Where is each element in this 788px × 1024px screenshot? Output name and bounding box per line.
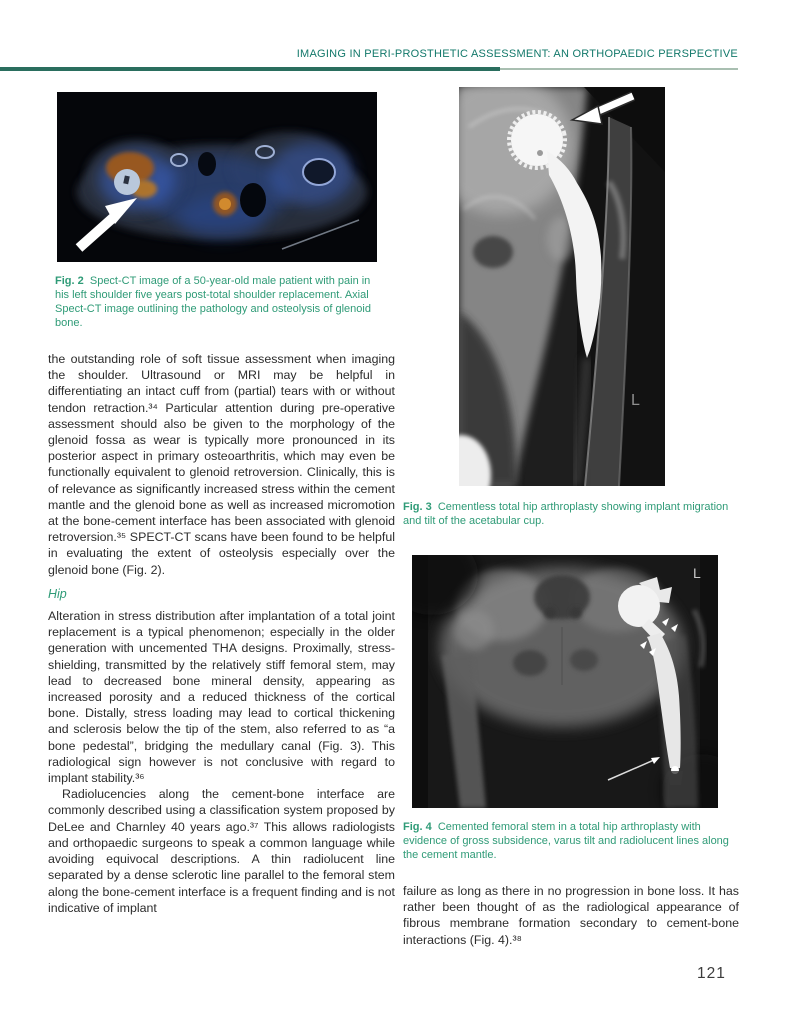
header-rule-light-segment [500,68,738,70]
body-paragraph-hip-stress: Alteration in stress distribution after implantation of a total joint replacement is a typical phenomenon; especially in the older generation with uncemented THA designs. Proximally, stress-shielding, transmitted by the relatively stiff femoral stem, may lead to decreased bone mineral density, appearing as increased porosity and a reduced thickness of the cortical bone. Distally, stress loading may lead to cortical thickening and sclerosis below the tip of the stem, also referred to as “a bone pedestal”, bridging the medullary canal (Fig. 3). This radiological sign however is not conclusive with regard to implant stability.³⁶ [48,609,395,786]
fig2-spect-ct-image [57,92,377,262]
fig3-caption [403,500,735,528]
running-head-title: IMAGING IN PERI-PROSTHETIC ASSESSMENT: AN ORTHOPAEDIC PERSPECTIVE [296,48,738,60]
hip-xray-illustration [459,87,665,486]
pelvis-xray-illustration [412,555,718,808]
section-heading-hip: Hip [48,586,67,601]
fig3-hip-xray-image [459,87,665,486]
page-number: 121 [697,965,726,982]
fig3-caption-label: Fig. 3 [403,501,432,513]
fig4-pelvis-xray-image [412,555,718,808]
fig4-caption-label: Fig. 4 [403,821,432,833]
spect-ct-illustration [57,92,377,262]
header-rule-dark-segment [0,67,500,71]
body-paragraph-failure: failure as long as there in no progression in bone loss. It has rather been thought of as the radiological appearance of fibrous membrane formation secondary to cement-bone interactions (Fig. 4).³⁸ [403,884,739,947]
body-paragraph-shoulder: the outstanding role of soft tissue assessment when imaging the shoulder. Ultrasound or MRI may be helpful in differentiating an intact cuff from (partial) tears with or without tendon retraction.³⁴ Particular attention during pre-operative assessment should also be given to the morphology of the glenoid fossa as wear is typically more pronounced in its posterior aspect in primary osteoarthritis, which may even be functionally equivalent to glenoid retroversion. Clinically, this is of relevance as significantly increased stress within the cement mantle and the glenoid bone as well as increased micromotion at the bone-cement interface has been associated with glenoid retroversion.³⁵ SPECT-CT scans have been found to be helpful in evaluating the extent of osteolysis especially over the glenoid bone (Fig. 2). [48,352,395,577]
fig3-caption-text: Cementless total hip arthroplasty showing implant migration and tilt of the acetabular cup. [403,501,729,527]
left-text-column [48,351,395,916]
fig2-caption-label: Fig. 2 [55,275,84,287]
xray-side-marker-L: L [631,392,640,409]
fig2-caption-text: Spect-CT image of a 50-year-old male patient with pain in his left shoulder five years post-total shoulder replacement. Axial Spect-CT image outlining the pathology and osteolysis of glenoid bone. [55,275,371,329]
body-paragraph-radiolucencies: Radiolucencies along the cement-bone interface are commonly described using a classification system proposed by DeLee and Charnley 40 years ago.³⁷ This allows radiologists and orthopaedic surgeons to speak a common language while avoiding equivocal descriptions. A thin radiolucent line separated by a dense sclerotic line parallel to the femoral stem along the bone-cement interface is a frequent finding and is not indicative of implant [48,787,395,915]
fig4-caption [403,820,739,862]
fig4-caption-text: Cemented femoral stem in a total hip arthroplasty with evidence of gross subsidence, varus tilt and radiolucent lines along the cement mantle. [403,821,729,861]
xray-side-marker-L: L [693,565,701,581]
fig2-caption [55,274,385,330]
